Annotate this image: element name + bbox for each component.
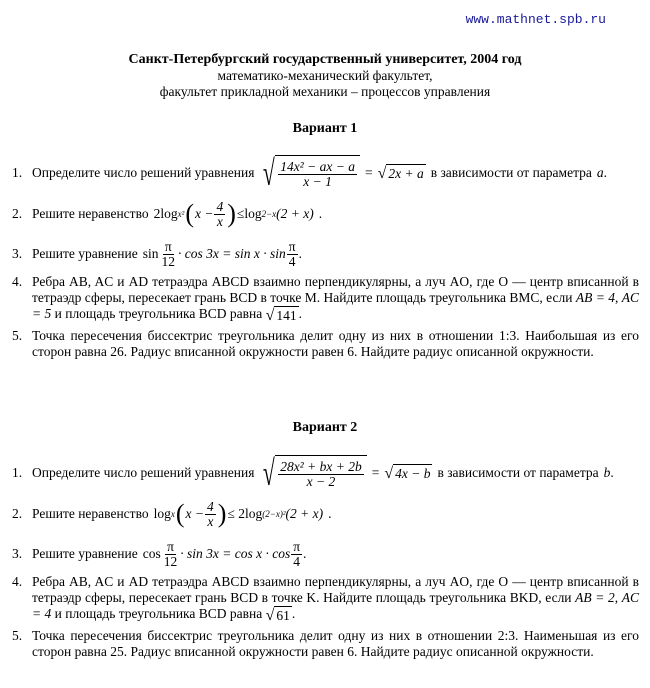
variant-1-title: Вариант 1: [292, 121, 358, 136]
variant-2-problems: [12, 452, 639, 660]
parameter: a: [596, 165, 604, 180]
problem-text: Определите число решений уравнения: [32, 165, 255, 180]
equation-rhs-root: √ 2x + a: [377, 165, 424, 182]
problem-3: 3. Решите уравнение cos $\frac{\pi}{12}$ · sin 3x = cos x · cos $\frac{\pi}{4}$ .: [12, 538, 307, 569]
problem-number: 3.: [12, 246, 23, 261]
problem-5: [12, 328, 639, 360]
lhs-denominator: x − 1: [303, 173, 332, 189]
variant-2-title: Вариант 2: [292, 420, 358, 435]
problem-text-tail: в зависимости от параметра: [437, 465, 599, 480]
problem-number: 2.: [12, 506, 23, 521]
equation-lhs-root: √ $\frac{\text{14x² − ax − a}}{x - 1}$: [259, 155, 360, 191]
problem-number: 5.: [12, 328, 23, 343]
area-root: √ 141: [265, 307, 297, 324]
problem-2: 2. Решите неравенство log x ( x − $\frac{4}{x}$ ) ≤ 2 log (2−x)² (2 + x) .: [12, 498, 332, 529]
problem-number: 1.: [12, 165, 23, 180]
problem-number: 3.: [12, 546, 23, 561]
problem-number: 4.: [12, 274, 23, 289]
site-url[interactable]: www.mathnet.spb.ru: [465, 12, 606, 27]
problem-text: Ребра AB, AC и AD тетраэдра ABCD взаимно перпендикулярны, а луч AO, где O — центр вписанной в тетраэдр сферы, пересекает грань BCD в точке K. Найдите площадь треугольника BKD, если: [32, 574, 639, 605]
problem-1: 1. Определите число решений уравнения √ $\frac{\text{14x² − ax − a}}{x - 1}$ = √ 2x + a в зависимости от параметра a .: [12, 153, 607, 193]
problem-3: 3. Решите уравнение sin $\frac{\pi}{12}$ · cos 3x = sin x · sin $\frac{\pi}{4}$ .: [12, 238, 302, 269]
problem-text: Ребра AB, AC и AD тетраэдра ABCD взаимно перпендикулярны, а луч AO, где O — центр вписанной в тетраэдр сферы, пересекает грань BCD в точке M. Найдите площадь треугольника BMC, если: [32, 274, 639, 305]
problem-text: Точка пересечения биссектрис треугольника делит одну из них в отношении 2:3. Наименьшая из его сторон равна 25. Радиус вписанной окружности равен 6. Найдите радиус описанной окружности.: [32, 628, 639, 659]
problem-number: 4.: [12, 574, 23, 589]
lhs-numerator: 28x² + bx + 2b: [280, 458, 362, 474]
problem-text: Решите неравенство: [32, 506, 149, 521]
variant-1-problems: [12, 152, 639, 360]
problem-text: Решите уравнение: [32, 246, 138, 261]
equals-sign: =: [364, 165, 373, 180]
equation-lhs-root: √ $\frac{\text{28x² + bx + 2b}}{x - 2}$: [259, 455, 366, 491]
problem-5: [12, 628, 639, 660]
lhs-denominator: x − 2: [306, 473, 336, 489]
problem-text: Решите уравнение: [32, 546, 138, 561]
parameter: b: [603, 465, 611, 480]
lhs-numerator: 14x² − ax − a: [280, 158, 355, 174]
problem-number: 2.: [12, 206, 23, 221]
problem-text: Решите неравенство: [32, 206, 149, 221]
problem-text-tail: в зависимости от параметра: [430, 165, 592, 180]
problem-number: 1.: [12, 465, 23, 480]
problem-2: 2. Решите неравенство 2log x² ( x − $\frac{4}{x}$ ) ≤ log 2−x (2 + x) .: [12, 198, 323, 229]
problem-number: 5.: [12, 628, 23, 643]
faculty-line-1: математико-механический факультет,: [217, 68, 433, 83]
faculty-line-2: факультет прикладной механики – процессов управления: [159, 84, 491, 99]
problem-4: 4. Ребра AB, AC и AD тетраэдра ABCD взаимно перпендикулярны, а луч AO, где O — центр вписанной в тетраэдр сферы, пересекает грань BCD в точке K. Найдите площадь треугольника BKD, если AB = 2, AC = 4 и площадь треугольника BCD равна √ 61 .: [12, 574, 640, 624]
document-header: [0, 52, 650, 100]
problem-4: 4. Ребра AB, AC и AD тетраэдра ABCD взаимно перпендикулярны, а луч AO, где O — центр вписанной в тетраэдр сферы, пересекает грань BCD в точке M. Найдите площадь треугольника BMC, если AB = 4, AC = 5 и площадь треугольника BCD равна √ 141 .: [12, 274, 640, 324]
equals-sign: =: [371, 465, 380, 480]
university-title: Санкт-Петербургский государственный университет, 2004 год: [128, 52, 522, 67]
problem-text: Определите число решений уравнения: [32, 465, 255, 480]
equation-rhs-root: √ 4x − b: [384, 465, 431, 482]
problem-text: Точка пересечения биссектрис треугольника делит одну из них в отношении 1:3. Наибольшая из его сторон равна 26. Радиус вписанной окружности равен 6. Найдите радиус описанной окружности.: [32, 328, 639, 359]
problem-1: 1. Определите число решений уравнения √ $\frac{\text{28x² + bx + 2b}}{x - 2}$ = √ 4x − b в зависимости от параметра b .: [12, 453, 614, 493]
area-root: √ 61: [265, 607, 290, 624]
